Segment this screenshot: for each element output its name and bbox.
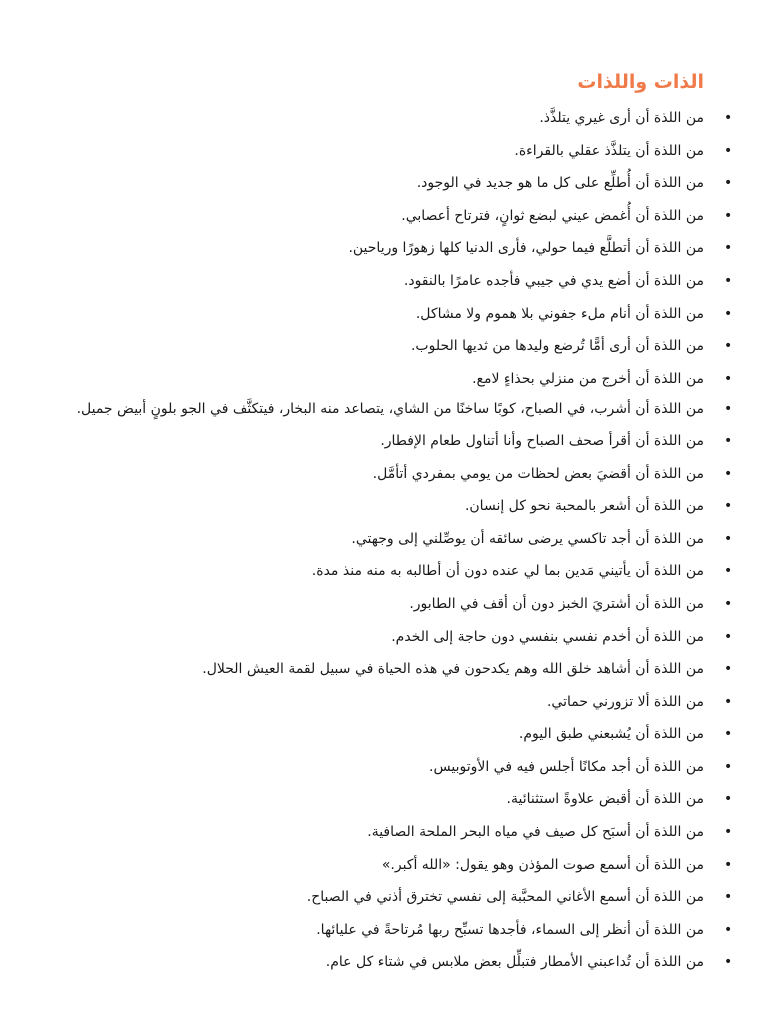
list-item-text: من اللذة أن أنظر إلى السماء، فأجدها تسبِّح ربها مُرتاحةً في عليائها. [316, 921, 704, 938]
list-item-text: من اللذة أن أجد تاكسي يرضى سائقه أن يوصِّلني إلى وجهتي. [351, 530, 704, 547]
bullet-icon: • [724, 370, 733, 387]
list-item [64, 464, 732, 484]
bullet-icon: • [724, 661, 733, 678]
list-item-text: من اللذة أن أقبض علاوةً استثنائية. [506, 791, 704, 808]
list-item-text: من اللذة أن أرى غيري يتلذَّذ. [539, 110, 704, 126]
bullet-icon: • [724, 338, 733, 355]
bullet-icon: • [724, 207, 733, 224]
list-item-text: من اللذة أن أرى أمًّا تُرضع وليدها من ثديها الحلوب. [410, 338, 704, 355]
list-item [64, 271, 732, 291]
list-item-text: من اللذة أن أسبَح كل صيف في مياه البحر الملحة الصافية. [367, 824, 704, 841]
bullet-icon: • [724, 563, 733, 580]
bullet-icon: • [724, 889, 733, 906]
list-item [64, 920, 732, 940]
bullet-icon: • [724, 921, 733, 938]
list-item [64, 206, 732, 226]
list-item [64, 238, 732, 258]
bullet-icon: • [724, 110, 733, 126]
list-item [64, 855, 732, 875]
list-item-text: من اللذة أن أُغمض عيني لبضع ثوانٍ، فترتاح أعصابي. [401, 207, 704, 224]
bullet-icon: • [724, 530, 733, 547]
bullet-icon: • [724, 595, 733, 612]
list-item-text: من اللذة ألا تزورني حماتي. [546, 693, 704, 710]
list-item [64, 692, 732, 712]
list-item [64, 952, 732, 972]
list-item-text: من اللذة أن أشاهد خلق الله وهم يكدحون في هذه الحياة في سبيل لقمة العيش الحلال. [202, 661, 704, 678]
bullet-icon: • [724, 856, 733, 873]
list-item-text: من اللذة أن أسمع الأغاني المحبَّبة إلى نفسي تخترق أذني في الصباح. [306, 889, 704, 906]
list-item [64, 757, 732, 777]
list-item-text: من اللذة أن أخدم نفسي بنفسي دون حاجة إلى الخدم. [391, 628, 704, 645]
list-item-text: من اللذة أن أسمع صوت المؤذن وهو يقول: «الله أكبر.» [381, 856, 704, 873]
document-title: الذات واللذات [577, 71, 704, 93]
bullet-icon: • [724, 824, 733, 841]
list-item [64, 789, 732, 809]
bullet-icon: • [724, 954, 733, 971]
bullet-icon: • [724, 465, 733, 482]
list-item [64, 822, 732, 842]
list-item [64, 173, 732, 193]
list-item [64, 496, 732, 516]
bullet-icon: • [724, 272, 733, 289]
list-item-text: من اللذة أن أقضيَ بعض لحظات من يومي بمفردي أتأمَّل. [372, 465, 704, 482]
list-item-text: من اللذة أن أضع يدي في جيبي فأجده عامرًا بالنقود. [403, 272, 704, 289]
list-item-text: من اللذة أن يُشبعني طبق اليوم. [518, 726, 704, 743]
bullet-icon: • [724, 432, 733, 449]
list-item [64, 141, 732, 161]
list-item [64, 336, 732, 356]
bullet-icon: • [724, 142, 733, 159]
bullet-icon: • [724, 401, 733, 418]
list-item-text: من اللذة أن أخرج من منزلي بحذاءٍ لامع. [472, 370, 704, 387]
bullet-icon: • [724, 240, 733, 257]
bullet-icon: • [724, 726, 733, 743]
bullet-icon: • [724, 305, 733, 322]
list-item-text: من اللذة أن أقرأ صحف الصباح وأنا أتناول طعام الإفطار. [380, 432, 704, 449]
list-item-text: من اللذة أن يأتيني مَدين بما لي عنده دون أن أطالبه به منه منذ مدة. [311, 563, 704, 580]
list-item [64, 401, 732, 418]
list-item [64, 529, 732, 549]
list-item-text: من اللذة أن أتطلَّع فيما حولي، فأرى الدنيا كلها زهورًا ورياحين. [348, 240, 704, 257]
list-item [64, 304, 732, 324]
list-item [64, 561, 732, 581]
bullet-list [64, 108, 732, 985]
list-item [64, 431, 732, 451]
list-item-text: من اللذة أن أُطلِّع على كل ما هو جديد في الوجود. [416, 175, 704, 192]
list-item [64, 108, 732, 128]
list-item [64, 887, 732, 907]
list-item-text: من اللذة أن يتلذَّذ عقلي بالقراءة. [514, 142, 704, 159]
list-item-text: من اللذة أن تُداعبني الأمطار فتبلِّل بعض ملابس في شتاء كل عام. [325, 954, 704, 971]
list-item-text: من اللذة أن أشرب، في الصباح، كوبًا ساخنًا من الشاي، يتصاعد منه البخار، فيتكثَّف في الجو بلونٍ أبيض جميل. [76, 401, 704, 418]
bullet-icon: • [724, 628, 733, 645]
list-item-text: من اللذة أن أشعر بالمحبة نحو كل إنسان. [464, 498, 704, 515]
list-item [64, 659, 732, 679]
bullet-icon: • [724, 175, 733, 192]
list-item-text: من اللذة أن أشتريَ الخبز دون أن أقف في الطابور. [409, 595, 704, 612]
list-item-text: من اللذة أن أنام ملء جفوني بلا هموم ولا مشاكل. [415, 305, 704, 322]
bullet-icon: • [724, 791, 733, 808]
list-item [64, 627, 732, 647]
bullet-icon: • [724, 758, 733, 775]
bullet-icon: • [724, 693, 733, 710]
bullet-icon: • [724, 498, 733, 515]
list-item-text: من اللذة أن أجد مكانًا أجلس فيه في الأوتوبيس. [429, 758, 704, 775]
list-item [64, 724, 732, 744]
list-item [64, 594, 732, 614]
list-item [64, 369, 732, 389]
